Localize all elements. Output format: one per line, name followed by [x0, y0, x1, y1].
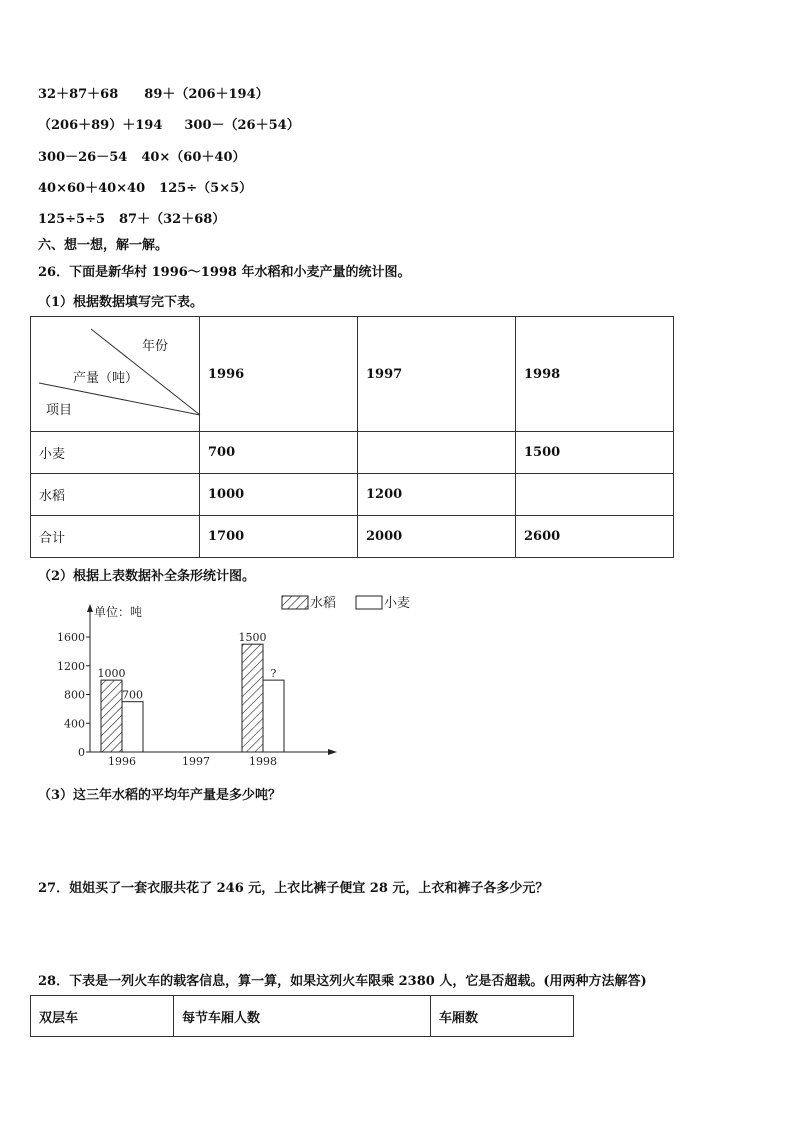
y-axis-label: 单位：吨: [94, 605, 143, 619]
table-cell: 2000: [358, 516, 516, 558]
table-cell: [358, 432, 516, 474]
expression: 40×60＋40×40: [38, 181, 146, 196]
question-26-title: 26．下面是新华村 1996～1998 年水稻和小麦产量的统计图。: [38, 265, 411, 280]
y-tick-label: 400: [64, 717, 85, 731]
question-27: 27．姐姐买了一套衣服共花了 246 元，上衣比裤子便宜 28 元，上衣和裤子各多少元？: [38, 881, 549, 896]
expression: 32＋87＋68: [38, 87, 119, 102]
table-header-row: [31, 996, 574, 1037]
table-row: [31, 474, 674, 516]
header-year: 1996: [200, 317, 358, 432]
legend-label: 水稻: [310, 596, 337, 611]
y-tick-label: 0: [78, 746, 85, 759]
expression: 300－（26＋54）: [184, 118, 300, 133]
table-cell: 1700: [200, 516, 358, 558]
table-row: [31, 432, 674, 474]
table-header-cell: 车厢数: [431, 996, 574, 1037]
expression-line: [38, 208, 225, 227]
data-table: [30, 316, 674, 558]
y-tick-label: 1600: [57, 631, 85, 644]
bar-chart: [57, 590, 411, 775]
table-header-row: [31, 317, 674, 432]
table-cell: [516, 474, 674, 516]
table-header-cell: 每节车厢人数: [174, 996, 431, 1037]
legend-swatch: [282, 596, 308, 609]
section-heading: 六、想一想，解一解。: [38, 238, 169, 253]
expression: （206＋89）＋194: [38, 118, 163, 133]
y-tick-label: 1200: [57, 659, 85, 673]
train-table: [30, 995, 574, 1037]
question-28-title: 28．下表是一列火车的载客信息，算一算，如果这列火车限乘 2380 人，它是否超载。(用两种方法解答): [38, 974, 647, 989]
bar-label: ?: [270, 667, 277, 681]
row-label: 水稻: [31, 474, 200, 516]
y-tick-label: 800: [64, 688, 85, 702]
bar-label: 700: [122, 688, 143, 702]
chart-axes: [57, 604, 337, 768]
table-cell: 1200: [358, 474, 516, 516]
header-item-label: 项目: [46, 403, 73, 418]
bar: [122, 702, 143, 752]
legend-label: 小麦: [384, 596, 411, 611]
row-label: 小麦: [31, 432, 200, 474]
expression-line: [38, 114, 300, 133]
y-axis-arrow: [87, 604, 93, 612]
expression: 40×（60＋40）: [141, 150, 246, 165]
header-year-label: 年份: [142, 339, 169, 354]
bar-label: 1500: [238, 631, 267, 645]
expression: 125÷5÷5: [38, 212, 106, 227]
chart-legend: [282, 595, 410, 611]
table-cell: 1000: [200, 474, 358, 516]
bar: [101, 680, 122, 752]
expression: 87＋（32＋68）: [119, 212, 226, 227]
chart-bars: [98, 631, 285, 752]
x-tick-label: 1997: [182, 755, 210, 768]
bar: [242, 644, 263, 752]
expression: 300－26－54: [38, 150, 128, 165]
x-axis-arrow: [328, 749, 337, 755]
bar: [263, 680, 284, 752]
expression-line: [38, 83, 269, 102]
expression-line: [38, 177, 252, 196]
table-header-cell: 双层车: [31, 996, 174, 1037]
x-tick-label: 1998: [249, 755, 277, 768]
table-row: [31, 516, 674, 558]
table-cell: 1500: [516, 432, 674, 474]
question-26-part1: （1）根据数据填写完下表。: [38, 295, 204, 310]
expression: 125÷（5×5）: [159, 181, 253, 196]
header-year: 1998: [516, 317, 674, 432]
table-cell: 700: [200, 432, 358, 474]
row-label: 合计: [31, 516, 200, 558]
header-year: 1997: [358, 317, 516, 432]
expression: 89＋（206＋194）: [144, 87, 269, 102]
question-26-part3: （3）这三年水稻的平均年产量是多少吨？: [38, 788, 282, 803]
question-26-part2: （2）根据上表数据补全条形统计图。: [38, 569, 256, 584]
header-output-label: 产量（吨）: [73, 371, 139, 386]
x-tick-label: 1996: [108, 755, 136, 768]
diagonal-header-cell: [31, 317, 200, 432]
bar-label: 1000: [97, 667, 126, 681]
legend-swatch: [356, 596, 382, 609]
expression-line: [38, 146, 246, 165]
table-cell: 2600: [516, 516, 674, 558]
